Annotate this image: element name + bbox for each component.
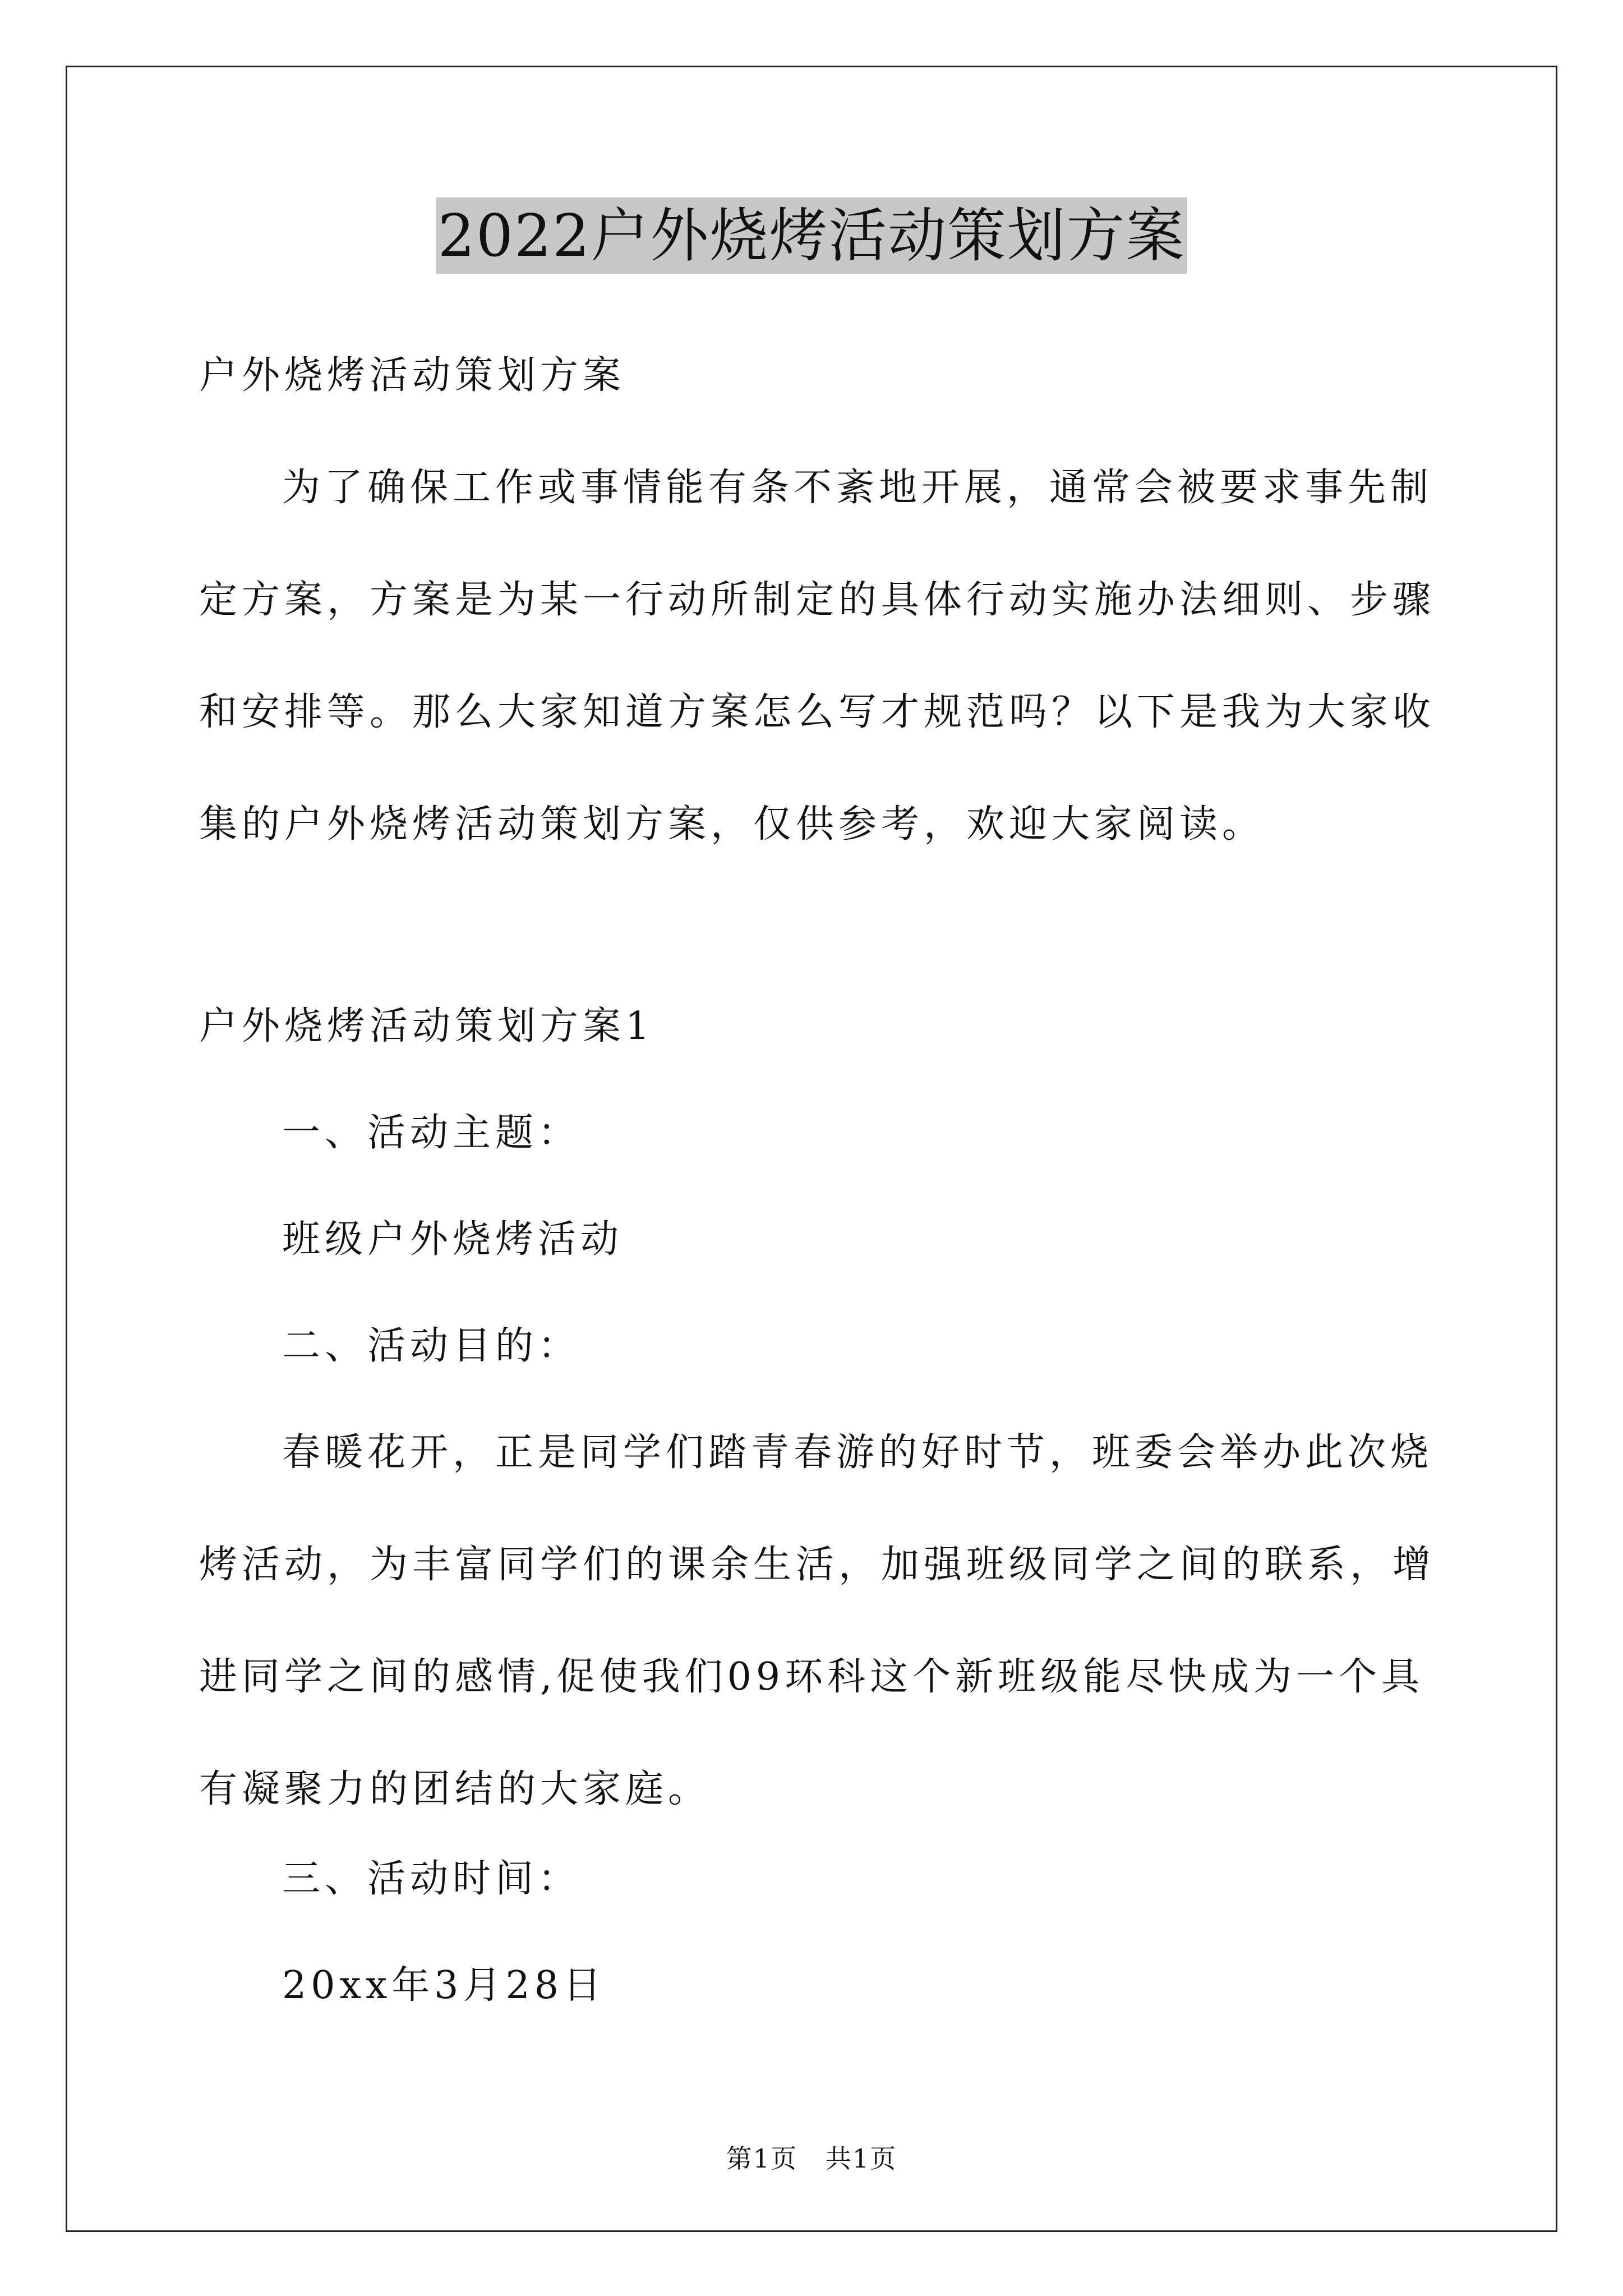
purpose-heading: 二、活动目的： (282, 1324, 581, 1368)
intro-paragraph: 为了确保工作或事情能有条不紊地开展，通常会被要求事先制定方案，方案是为某一行动所制定的具体行动实施办法细则、步骤和安排等。那么大家知道方案怎么写才规范吗？以下是我为大家收集的户外烧烤活动策划方案，仅供参考，欢迎大家阅读。 (199, 466, 1436, 846)
page-footer: 第1页 共1页 (726, 2143, 897, 2174)
theme-heading: 一、活动主题： (282, 1111, 581, 1155)
time-text: 20xx年3月28日 (282, 1963, 606, 2008)
theme-text: 班级户外烧烤活动 (282, 1217, 624, 1262)
document-subtitle: 户外烧烤活动策划方案 (199, 353, 626, 398)
time-heading: 三、活动时间： (282, 1857, 581, 1901)
section-title: 户外烧烤活动策划方案1 (199, 1004, 654, 1048)
purpose-paragraph: 春暖花开，正是同学们踏青春游的好时节，班委会举办此次烧烤活动，为丰富同学们的课余生活，加强班级同学之间的联系，增进同学之间的感情,促使我们09环科这个新班级能尽快成为一个具有凝聚力的团结的大家庭。 (199, 1430, 1436, 1811)
title-container (0, 197, 1623, 274)
document-title: 2022户外烧烤活动策划方案 (436, 197, 1188, 274)
